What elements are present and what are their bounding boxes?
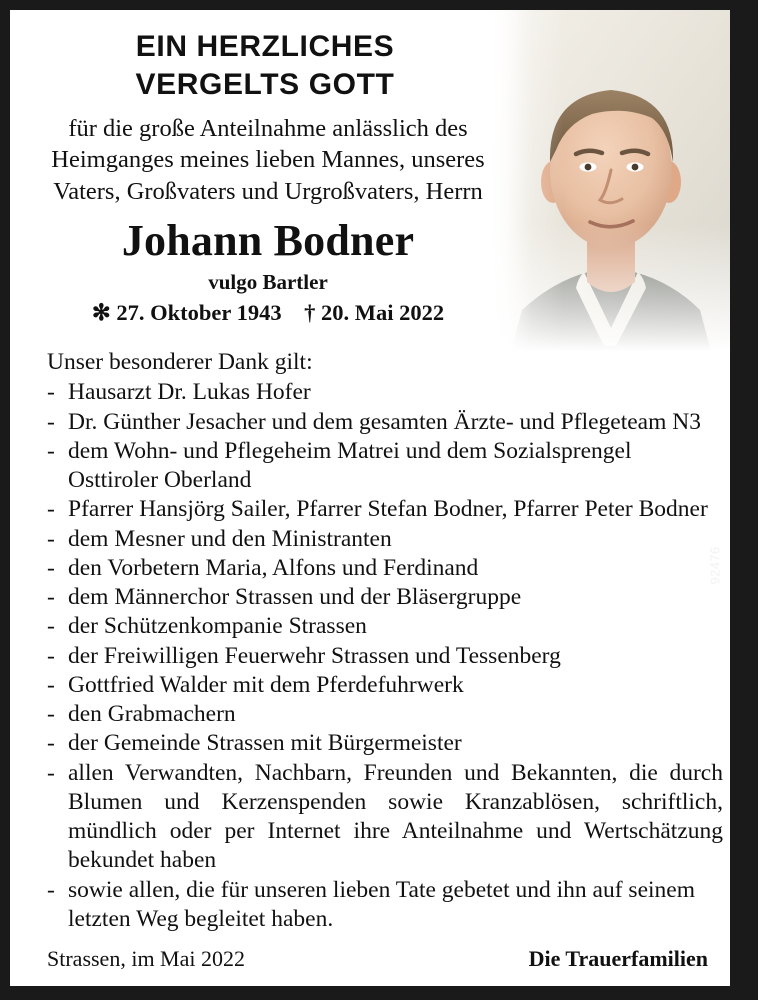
list-dash: - (47, 496, 55, 523)
thanks-section (47, 348, 723, 934)
deceased-name-block (10, 217, 526, 327)
thanks-item-text: den Vorbetern Maria, Alfons und Ferdinand (68, 554, 479, 581)
intro-text (10, 113, 526, 207)
list-dash: - (47, 554, 55, 581)
thanks-list-item (47, 437, 723, 496)
list-dash: - (47, 379, 55, 406)
thanks-item-text: Hausarzt Dr. Lukas Hofer (68, 379, 311, 406)
obituary-page (10, 10, 730, 986)
list-dash: - (47, 701, 55, 727)
list-dash: - (47, 876, 55, 903)
thanks-list-item (47, 378, 723, 407)
deceased-name: Johann Bodner (121, 216, 415, 265)
list-dash: - (47, 730, 55, 757)
list-dash: - (47, 525, 55, 552)
thanks-item-text: dem Mesner und den Ministranten (68, 525, 392, 552)
intro-line-2: Heimganges meines lieben Mannes, unseres (51, 146, 485, 174)
footer-signature: Die Trauerfamilien (528, 946, 708, 971)
thanks-item-text: der Schützenkompanie Strassen (68, 613, 367, 640)
thanks-list (47, 378, 723, 934)
page-title (10, 28, 520, 105)
thanks-item-text: allen Verwandten, Nachbarn, Freunden und Bekannten, die durch Blumen und Kerzenspenden sowie Kranzablösen, schriftlich, mündlich oder per Internet ihre Anteilnahme und Wertschätzung bekundet haben (68, 759, 723, 874)
list-dash: - (47, 759, 55, 786)
list-dash: - (47, 613, 55, 640)
footer-place: Strassen, im Mai 2022 (47, 946, 245, 971)
thanks-list-item (47, 525, 723, 554)
headline-line-2: VERGELTS GOTT (135, 68, 395, 102)
thanks-item-text: sowie allen, die für unseren lieben Tate gebetet und ihn auf seinem letzten Weg begleitet haben. (68, 876, 695, 932)
thanks-list-item (47, 876, 723, 935)
thanks-lead: Unser besonderer Dank gilt: (47, 349, 313, 375)
thanks-list-item (47, 612, 723, 641)
list-dash: - (47, 584, 55, 610)
thanks-list-item (47, 729, 723, 758)
thanks-item-text: der Freiwilligen Feuerwehr Strassen und Tessenberg (68, 642, 561, 669)
intro-line-1: für die große Anteilnahme anlässlich des (68, 115, 468, 142)
intro-line-3: Vaters, Großvaters und Urgroßvaters, Herrn (53, 177, 483, 205)
thanks-item-text: Dr. Günther Jesacher und dem gesamten Ärzte- und Pflegeteam N3 (68, 408, 701, 435)
thanks-list-item (47, 671, 723, 700)
list-dash: - (47, 408, 55, 435)
thanks-list-item (47, 495, 723, 524)
thanks-list-item (47, 642, 723, 671)
thanks-item-text: Gottfried Walder mit dem Pferdefuhrwerk (68, 671, 464, 698)
list-dash: - (47, 671, 55, 698)
thanks-list-item (47, 700, 723, 729)
headline-line-1: EIN HERZLICHES (135, 30, 395, 63)
thanks-item-text: dem Männerchor Strassen und der Bläsergruppe (68, 584, 522, 610)
list-dash: - (47, 642, 55, 669)
footer (47, 946, 708, 972)
thanks-list-item (47, 759, 723, 876)
thanks-item-text: der Gemeinde Strassen mit Bürgermeister (68, 730, 462, 757)
thanks-list-item (47, 546, 723, 585)
thanks-item-text: Pfarrer Hansjörg Sailer, Pfarrer Stefan Bodner, Pfarrer Peter Bodner (68, 496, 708, 523)
reference-number: 92476 (707, 546, 723, 585)
life-dates: ✻ 27. Oktober 1943 † 20. Mai 2022 (91, 299, 445, 325)
thanks-item-text: dem Wohn- und Pflegeheim Matrei und dem Sozialsprengel Osttiroler Oberland (68, 437, 632, 493)
portrait-fade-overlay (492, 10, 730, 355)
thanks-list-item (47, 408, 723, 437)
deceased-nickname: vulgo Bartler (208, 269, 328, 294)
list-dash: - (47, 437, 55, 464)
portrait-photo (492, 10, 730, 355)
thanks-list-item (47, 583, 723, 612)
thanks-item-text: den Grabmachern (68, 701, 236, 727)
